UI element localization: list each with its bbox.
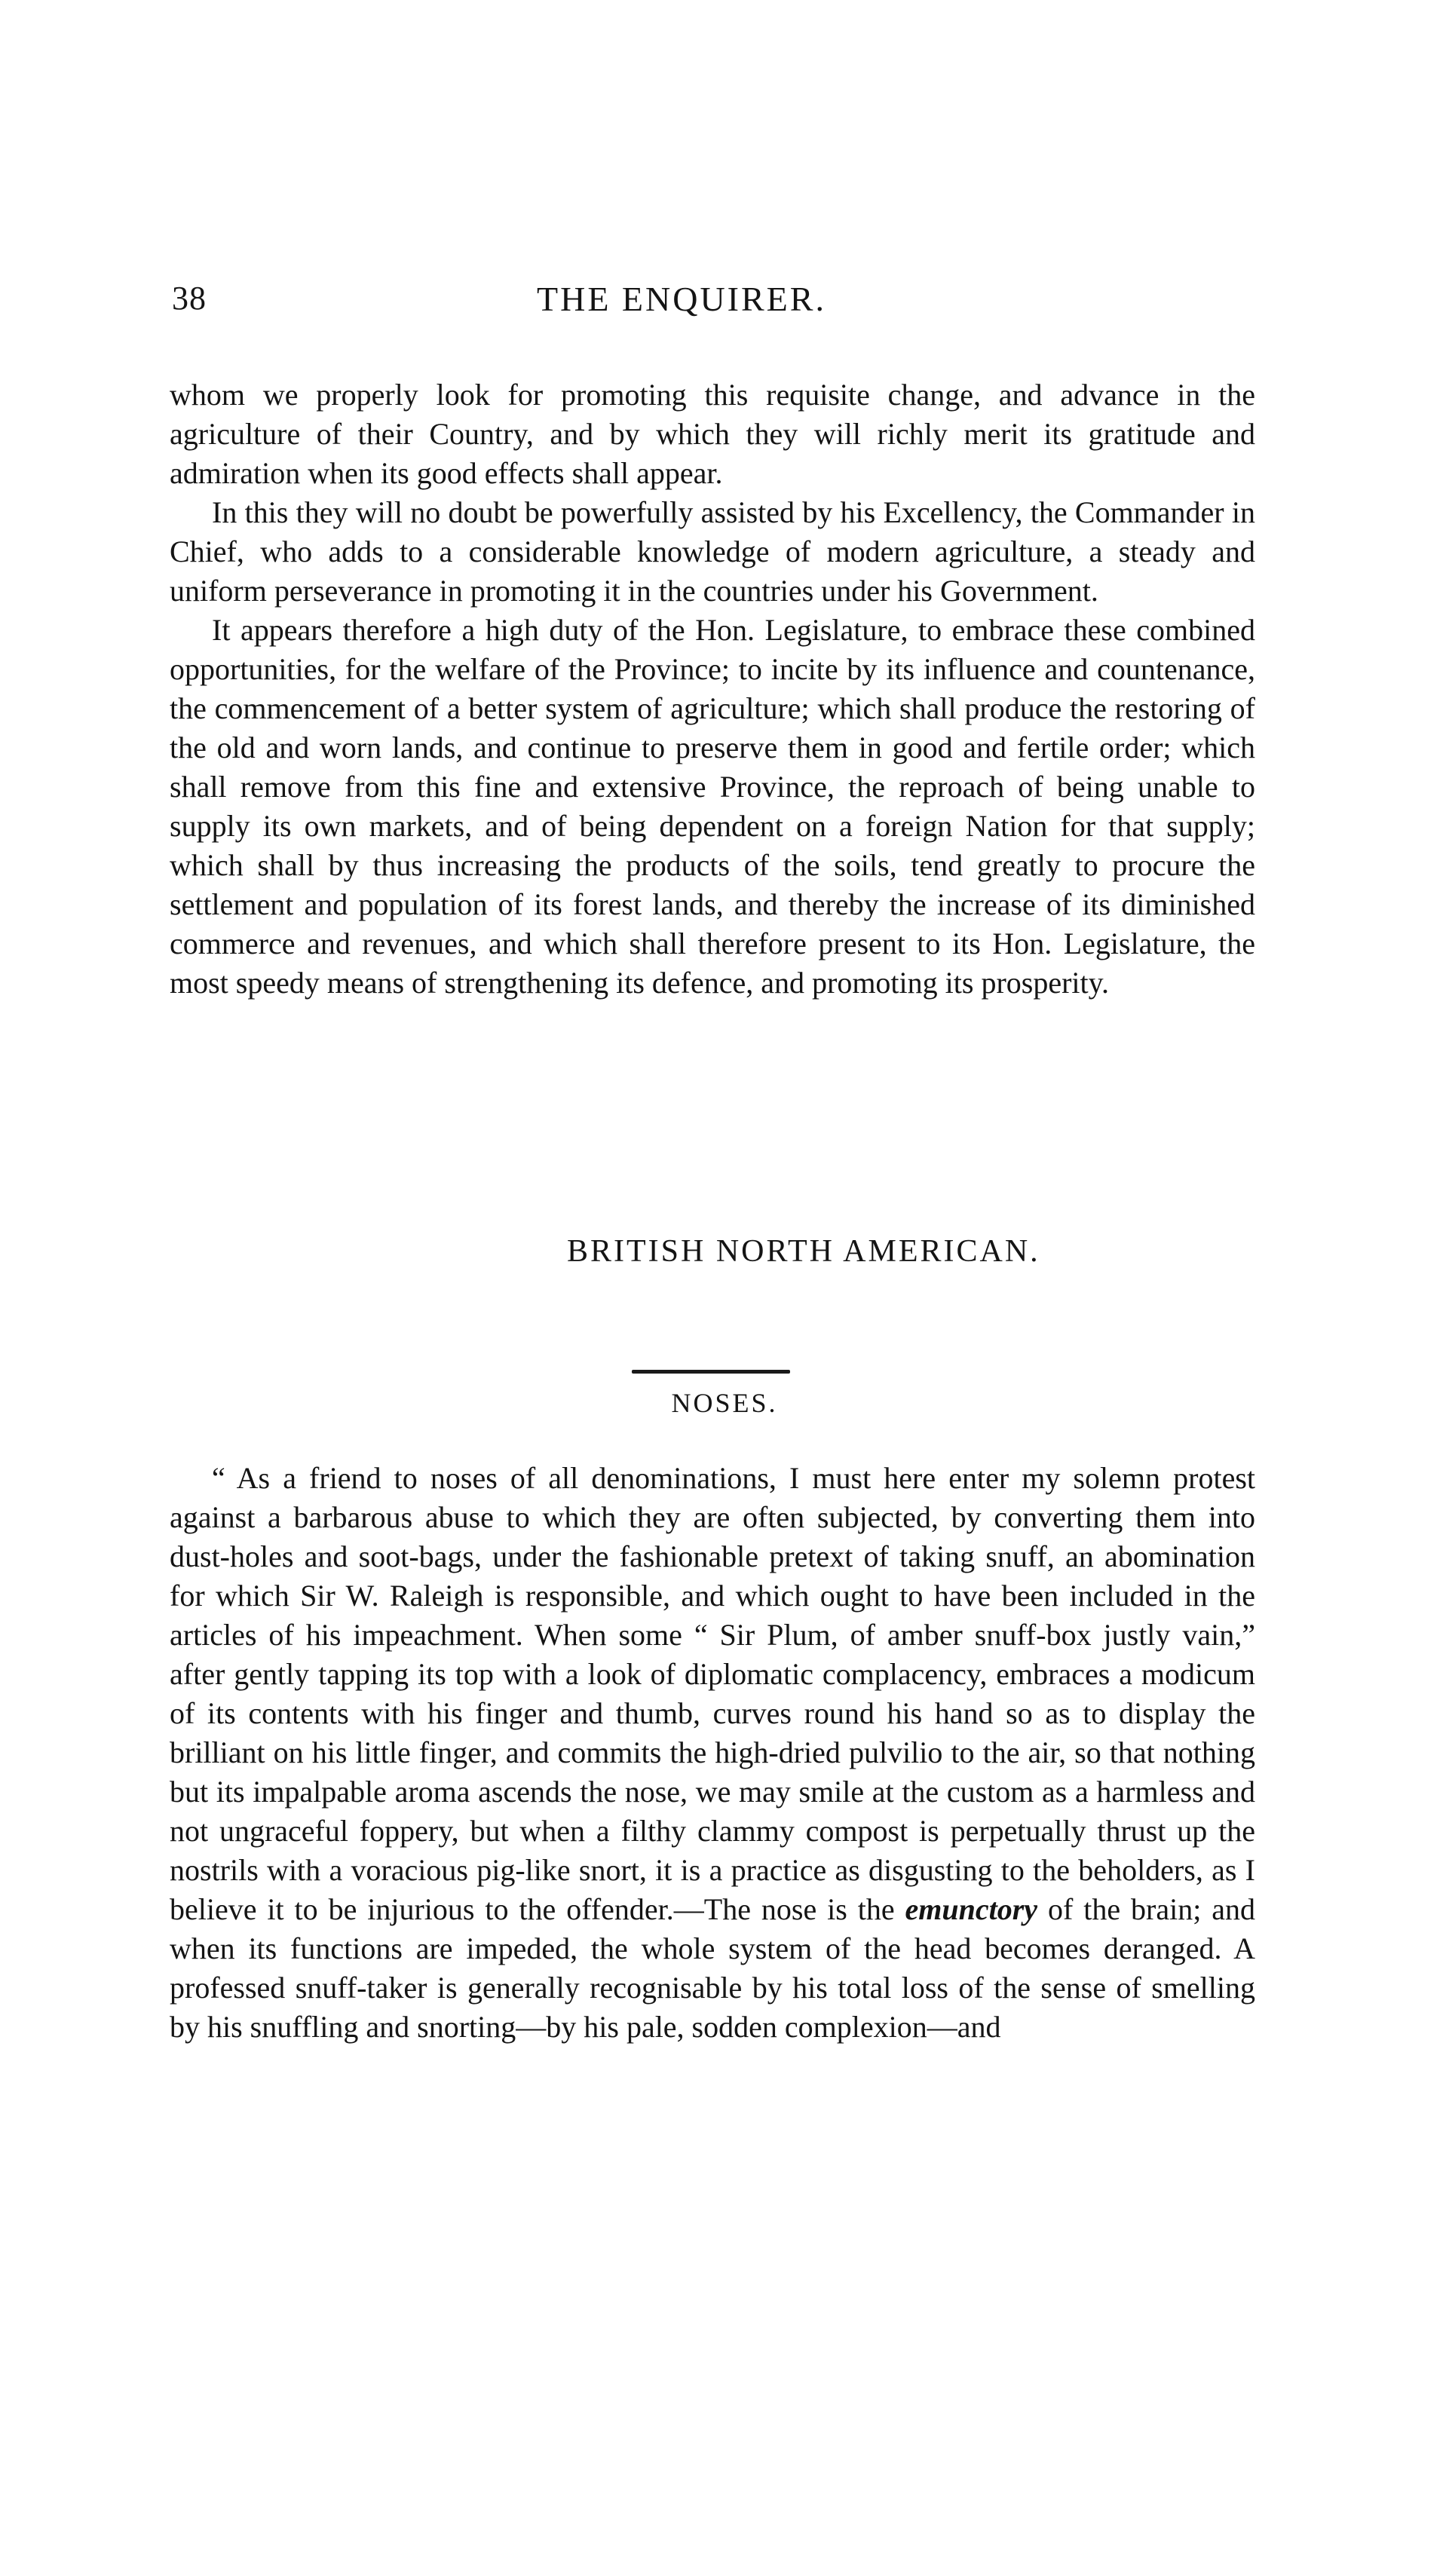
page-header bbox=[172, 279, 1258, 332]
article-agriculture bbox=[170, 375, 1255, 1003]
emphasis-word: emunctory bbox=[905, 1892, 1038, 1926]
paragraph-1: whom we properly look for promoting this requisite change, and advance in the agriculture of their Country, and by which they will richly merit its gratitude and admiration when its good effects shall appear. bbox=[170, 378, 1255, 490]
paragraph-noses bbox=[170, 1459, 1255, 2047]
article-signature: BRITISH NORTH AMERICAN. bbox=[567, 1234, 1040, 1269]
paragraph-noses-text-2: of the brain; and when its functions are impeded, the whole system of the head becomes deranged. A professed snuff-taker is generally recognisable by his total loss of the sense of smelling by his snuffling and snorting—by his pale, sodden complexion—and bbox=[170, 1892, 1255, 2044]
page-number: 38 bbox=[172, 280, 207, 317]
article-noses bbox=[170, 1459, 1255, 2047]
paragraph-noses-text-1: “ As a friend to noses of all denominations, I must here enter my solemn protest against a barbarous abuse to which they are often subjected, by converting them into dust-holes and soot-bags, under the fashionable pretext of taking snuff, an abomination for which Sir W. Raleigh is responsible, and which ought to have been included in the articles of his impeachment. When some “ Sir Plum, of amber snuff-box justly vain,” after gently tapping its top with a look of diplomatic complacency, embraces a modicum of its contents with his finger and thumb, curves round his hand so as to display the brilliant on his little finger, and commits the high-dried pulvilio to the air, so that nothing but its impalpable aroma ascends the nose, we may smile at the custom as a harmless and not ungraceful foppery, but when a filthy clammy compost is perpetually thrust up the nostrils with a voracious pig-like snort, it is a practice as disgusting to the beholders, as I believe it to be injurious to the offender.—The nose is the bbox=[170, 1461, 1255, 1926]
paragraph-2: In this they will no doubt be powerfully assisted by his Excellency, the Commander in Chief, who adds to a considerable knowledge of modern agriculture, a steady and uniform perseverance in promoting it in the countries under his Government. bbox=[170, 495, 1255, 608]
section-divider bbox=[632, 1370, 790, 1374]
paragraph-3: It appears therefore a high duty of the Hon. Legislature, to embrace these combined opportunities, for the welfare of the Province; to incite by its influence and countenance, the commencement of a better system of agriculture; which shall produce the restoring of the old and worn lands, and continue to preserve them in good and fertile order; which shall remove from this fine and extensive Province, the reproach of being unable to supply its own markets, and of being dependent on a foreign Nation for that supply; which shall by thus increasing the products of the soils, tend greatly to procure the settlement and population of its forest lands, and thereby the increase of its diminished commerce and revenues, and which shall therefore present to its Hon. Legislature, the most speedy means of strengthening its defence, and promoting its prosperity. bbox=[170, 613, 1255, 1000]
running-head: THE ENQUIRER. bbox=[537, 280, 826, 318]
section-title-noses: NOSES. bbox=[671, 1388, 778, 1418]
